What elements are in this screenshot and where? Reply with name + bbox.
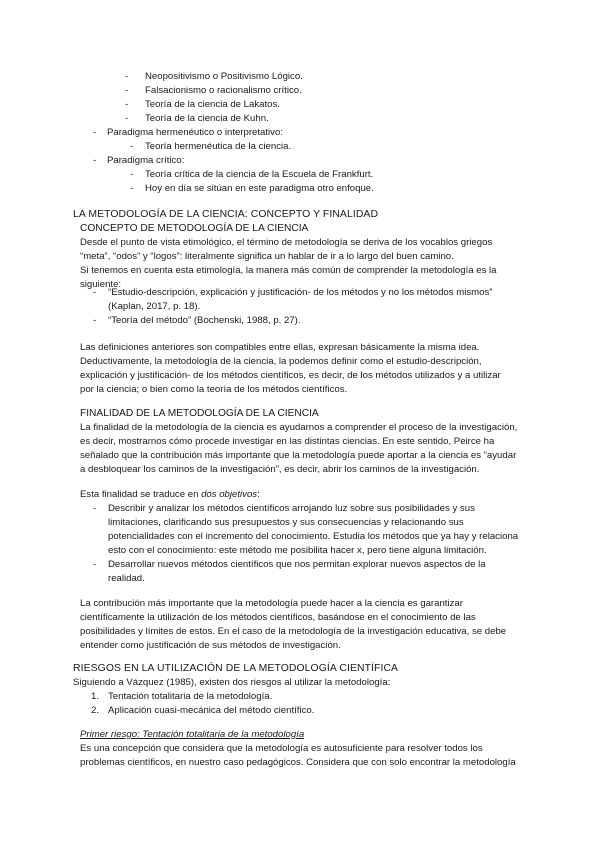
numbered-index: 1. <box>91 691 100 702</box>
paragraph-line: Es una concepción que considera que la metodología es autosuficiente para resolver todos los <box>80 743 483 754</box>
bullet-dash: - <box>125 85 129 96</box>
bullet-dash: - <box>93 315 97 326</box>
section-heading: RIESGOS EN LA UTILIZACIÓN DE LA METODOLOGÍA CIENTÍFICA <box>73 663 399 674</box>
bullet-dash: - <box>130 141 134 152</box>
paragraph-line: La contribución más importante que la metodología puede hacer a la ciencia es garantizar <box>80 598 463 609</box>
bullet-dash: - <box>93 127 97 138</box>
objectives-intro: Esta finalidad se traduce en dos objetivos: <box>80 489 260 500</box>
paragraph-line: científicamente la utilización de los métodos científicos, basándose en el conocimiento de las <box>80 612 476 623</box>
list-item: Hoy en día se sitúan en este paradigma otro enfoque. <box>145 183 374 194</box>
bullet-dash: - <box>93 287 97 298</box>
risk-heading: Primer riesgo: Tentación totalitaria de la metodología <box>80 729 305 740</box>
section-heading: LA METODOLOGÍA DE LA CIENCIA: CONCEPTO Y FINALIDAD <box>73 209 379 220</box>
paragraph-line: Deductivamente, la metodología de la ciencia, la podemos definir como el estudio-descripción, <box>80 356 482 367</box>
paragraph-line: a desbloquear los caminos de la investigación”, es decir, abrir los caminos de la investigación. <box>80 464 480 475</box>
bullet-dash: - <box>93 503 97 514</box>
paragraph-line: es decir, mostrarnos cómo procede investigar en las distintas ciencias. En este sentido, Peirce ha <box>80 436 495 447</box>
paragraph-line: por la ciencia; o bien como la teoría de los métodos científicos. <box>80 384 348 395</box>
list-item: Falsacionismo o racionalismo crítico. <box>145 85 302 96</box>
list-item: Neopositivismo o Positivismo Lógico. <box>145 71 303 82</box>
paragraph-line: Si tenemos en cuenta esta etimología, la manera más común de comprender la metodología es la <box>80 265 497 276</box>
paragraph-line: posibilidades y límites de estos. En el caso de la metodología de la investigación educativa, se debe <box>80 626 507 637</box>
numbered-item: Aplicación cuasi-mecánica del método científico. <box>108 705 315 716</box>
objective-line: Desarrollar nuevos métodos científicos que nos permitan explorar nuevos aspectos de la <box>108 559 486 570</box>
numbered-index: 2. <box>91 705 100 716</box>
list-item: Paradigma hermenéutico o interpretativo: <box>107 127 283 138</box>
list-item: Paradigma crítico: <box>107 155 185 166</box>
bullet-dash: - <box>93 155 97 166</box>
paragraph-line: entender como justificación de sus métodos de investigación. <box>80 640 341 651</box>
bullet-dash: - <box>125 113 129 124</box>
paragraph-line: explicación y justificación- de los métodos científicos, es decir, de los métodos utilizados y a utilizar <box>80 370 501 381</box>
bullet-dash: - <box>130 169 134 180</box>
bullet-dash: - <box>125 71 129 82</box>
paragraph-line: Las definiciones anteriores son compatibles entre ellas, expresan básicamente la misma idea. <box>80 342 480 353</box>
list-item: Teoría crítica de la ciencia de la Escuela de Frankfurt. <box>145 169 374 180</box>
quote-line: “Teoría del método” (Bochenski, 1988, p. 27). <box>108 315 301 326</box>
numbered-item: Tentación totalitaria de la metodología. <box>108 691 273 702</box>
paragraph-line: Siguiendo a Vázquez (1985), existen dos riesgos al utilizar la metodología: <box>73 677 391 688</box>
objective-line: potencialidades con el incremento del conocimiento. Estudia los métodos que ya hay y relaciona <box>108 531 519 542</box>
paragraph-line: La finalidad de la metodología de la ciencia es ayudarnos a comprender el proceso de la investigación, <box>80 422 518 433</box>
list-item: Teoría de la ciencia de Lakatos. <box>145 99 280 110</box>
paragraph-line: señalado que la contribución más importante que la metodología puede aportar a la ciencia es “ayudar <box>80 450 517 461</box>
quote-line: “Estudio-descripción, explicación y justificación- de los métodos y no los métodos mismos” <box>108 287 493 298</box>
list-item: Teoría de la ciencia de Kuhn. <box>145 113 269 124</box>
paragraph-line: problemas científicos, en nuestro caso pedagógicos. Considera que con solo encontrar la metodología <box>80 757 516 768</box>
paragraph-line: Desde el punto de vista etimológico, el término de metodología se deriva de los vocablos griegos <box>80 237 493 248</box>
bullet-dash: - <box>125 99 129 110</box>
subsection-heading: CONCEPTO DE METODOLOGÍA DE LA CIENCIA <box>80 223 309 234</box>
subsection-heading: FINALIDAD DE LA METODOLOGÍA DE LA CIENCIA <box>80 408 319 419</box>
objective-line: esto con el conocimiento: este método me posibilita hacer x, pero tiene alguna limitación. <box>108 545 487 556</box>
bullet-dash: - <box>130 183 134 194</box>
objective-line: Describir y analizar los métodos científicos arrojando luz sobre sus posibilidades y sus <box>108 503 475 514</box>
paragraph-line: “meta”, “odos” y “logos”: literalmente significa un hablar de ir a lo largo del buen camino. <box>80 251 454 262</box>
bullet-dash: - <box>93 559 97 570</box>
list-item: Teoría hermenéutica de la ciencia. <box>145 141 292 152</box>
quote-line: (Kaplan, 2017, p. 18). <box>108 301 201 312</box>
objective-line: limitaciones, clarificando sus presupuestos y sus consecuencias y relacionando sus <box>108 517 464 528</box>
objective-line: realidad. <box>108 573 145 584</box>
paragraph-line: siguiente: <box>80 279 122 290</box>
